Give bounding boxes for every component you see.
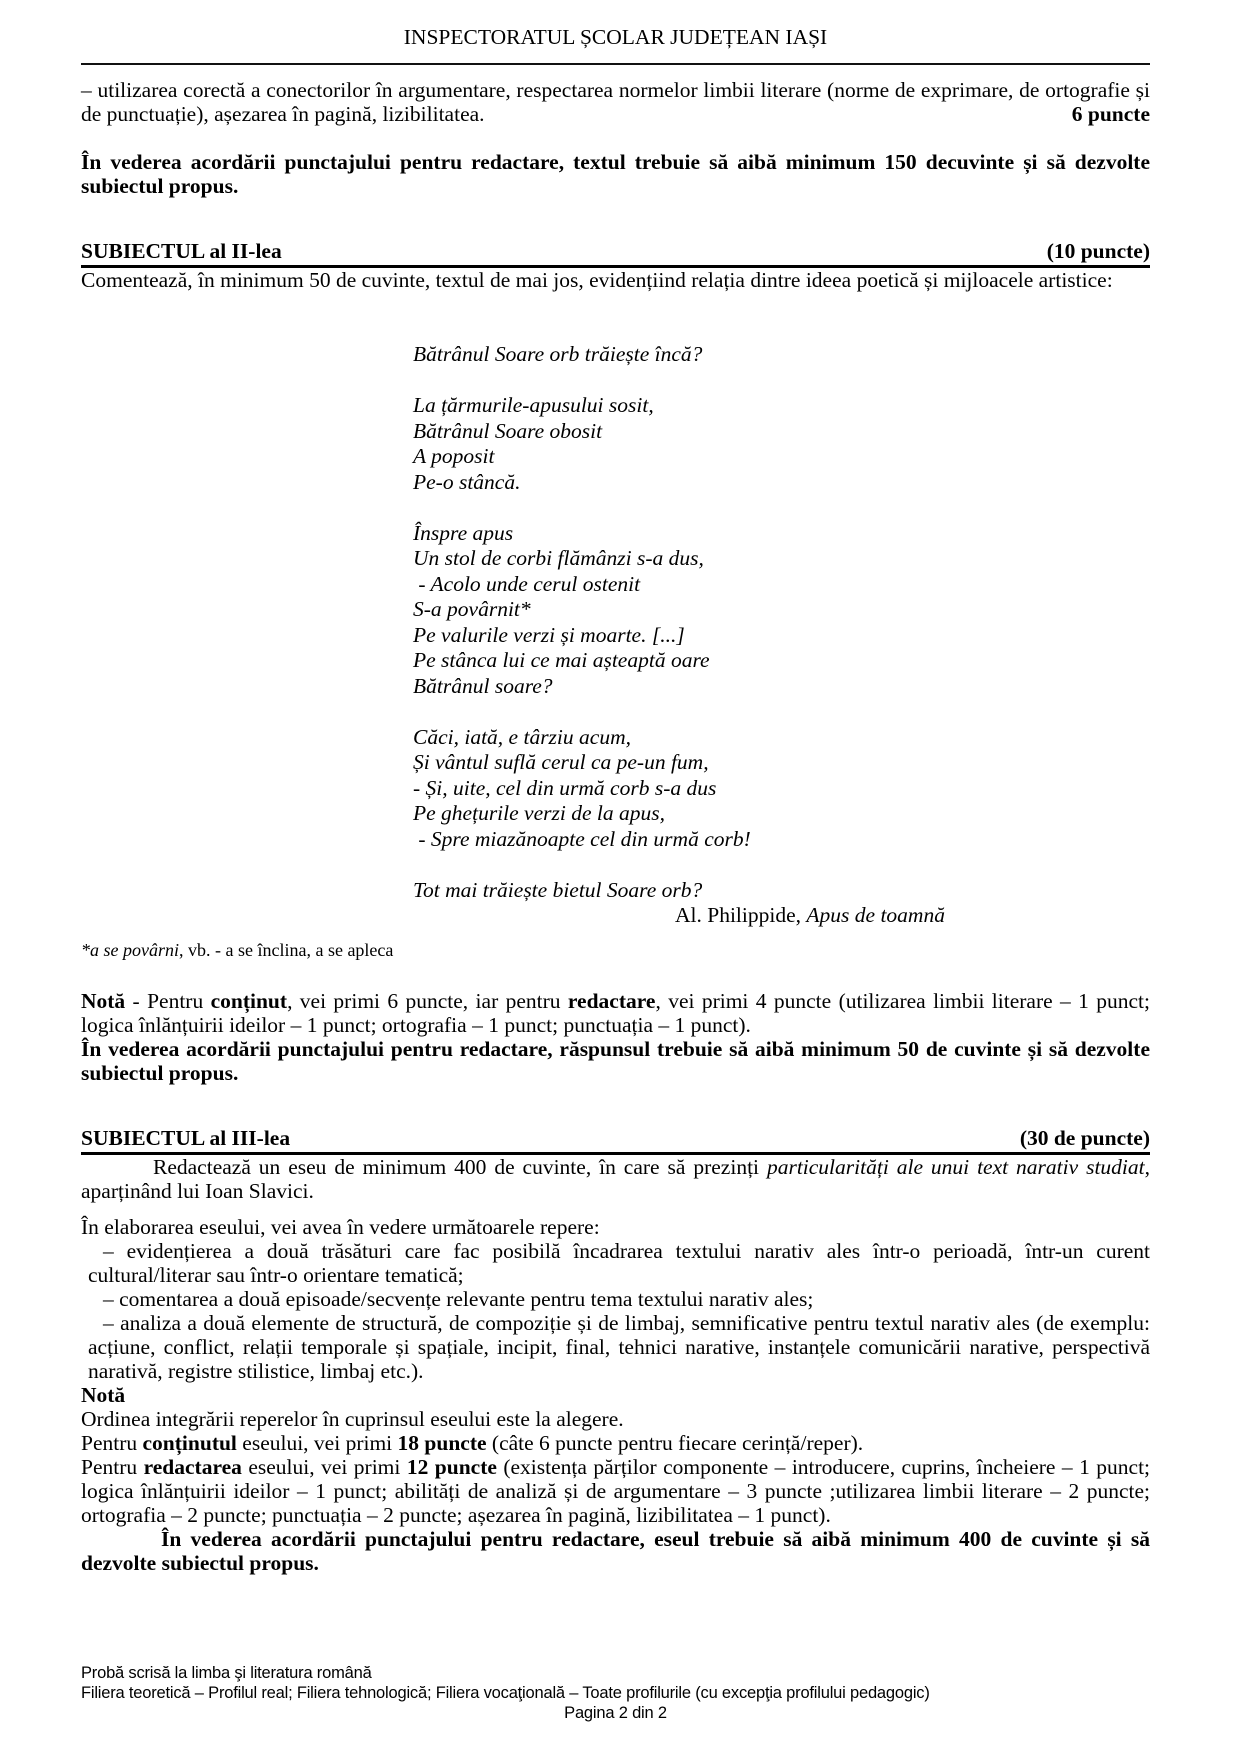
nota-redactare: redactare: [567, 988, 656, 1013]
content-text: Pentru: [81, 1430, 143, 1455]
poem-stanza-4: [413, 725, 1150, 853]
content-points-line: [81, 1431, 1150, 1455]
poem-line: Pe stânca lui ce mai așteaptă oare: [413, 648, 710, 672]
poem-line: Un stol de corbi flămânzi s-a dus,: [413, 546, 704, 570]
redaction-text: eseului, vei primi: [241, 1454, 407, 1479]
subject2-nota: [81, 989, 1150, 1037]
subject3-points: (30 de puncte): [1019, 1125, 1150, 1150]
subject3-task: [81, 1155, 1150, 1203]
content-18-puncte: 18 puncte: [397, 1430, 487, 1455]
nota-continut: conținut: [210, 988, 288, 1013]
poem-stanza-2: [413, 393, 1150, 495]
content-text: (câte 6 puncte pentru fiecare cerință/reper).: [486, 1430, 864, 1455]
redaction-text: (existența părților componente – introducere, cuprins, încheiere – 1 punct; logica înlănțuirii ideilor – 1 punct; abilități de analiză și de argumentare – 3 puncte ;utilizarea limbii literare – 2 puncte; ortografia – 2 puncte; punctuația – 2 puncte; așezarea în pagină, lizibilitatea – 1 punct).: [81, 1454, 1151, 1527]
poem-line: - Și, uite, cel din urmă corb s-a dus: [413, 775, 717, 800]
criteria-points: 6 puncte: [1071, 102, 1150, 126]
nota-text: , vei primi 4 puncte (utilizarea limbii literare – 1 punct; logica înlănțuirii ideilor – 1 punct; ortografia – 1 punct; punctuația – 1 punct).: [81, 988, 1151, 1037]
subject3-heading: SUBIECTUL al III-lea: [81, 1125, 291, 1150]
redaction-note-50-words: În vederea acordării punctajului pentru redactare, răspunsul trebuie să aibă minimum 50 de cuvinte și să dezvolte subiectul propus.: [81, 1036, 1150, 1085]
page-footer: [81, 1663, 1150, 1723]
order-line: Ordinea integrării reperelor în cuprinsul eseului este la alegere.: [81, 1406, 624, 1431]
poem-attribution: [675, 903, 1150, 929]
nota-text: - Pentru: [125, 988, 211, 1013]
footnote: [81, 939, 1150, 961]
poem-line: Pe-o stâncă.: [413, 469, 521, 494]
subject2-heading: SUBIECTUL al II-lea: [81, 239, 282, 263]
nota-word: Notă: [81, 988, 126, 1013]
task-text: , aparținând lui Ioan Slavici.: [81, 1154, 1150, 1203]
poem-line: - Acolo unde cerul ostenit: [413, 571, 641, 596]
poem-line: Tot mai trăiește bietul Soare orb?: [413, 877, 703, 902]
poem-line: - Spre miazănoapte cel din urmă corb!: [413, 826, 751, 851]
content-text: eseului, vei primi: [236, 1430, 398, 1455]
page-title: INSPECTORATUL ȘCOLAR JUDEȚEAN IAȘI: [403, 25, 828, 49]
poem-line: Și vântul suflă cerul ca pe-un fum,: [413, 750, 709, 774]
criteria-text: – utilizarea corectă a conectorilor în argumentare, respectarea normelor limbii literare (norme de exprimare, de ortografie și de punctuație), așezarea în pagină, lizibilitatea.: [81, 78, 1150, 126]
poem-line: Înspre apus: [413, 520, 514, 545]
poem-line: Pe valurile verzi și moarte. [...]: [413, 622, 685, 647]
footer-exam-type: Probă scrisă la limba şi literatura română: [81, 1664, 372, 1682]
footnote-definition: , vb. - a se înclina, a se apleca: [179, 939, 394, 960]
subject2-heading-row: [81, 238, 1150, 268]
redaction-12-puncte: 12 puncte: [406, 1454, 497, 1479]
poem: [413, 342, 1150, 903]
header-rule: [81, 63, 1150, 65]
subject2-points: (10 puncte): [1046, 239, 1150, 263]
poem-line: Bătrânul Soare obosit: [413, 418, 603, 443]
poem-line: Bătrânul soare?: [413, 673, 553, 698]
nota-text: , vei primi 6 puncte, iar pentru: [287, 988, 568, 1013]
poem-line: Căci, iată, e târziu acum,: [413, 724, 631, 749]
redaction-text: Pentru: [81, 1454, 144, 1479]
redaction-redactarea: redactarea: [143, 1454, 242, 1479]
subject2-task: Comentează, în minimum 50 de cuvinte, textul de mai jos, evidențiind relația dintre ideea poetică și mijloacele artistice:: [81, 268, 1113, 292]
repere-bullet-2: – comentarea a două episoade/secvențe relevante pentru tema textului narativ ales;: [103, 1286, 814, 1311]
content-continutul: conținutul: [142, 1430, 237, 1455]
criteria-paragraph: [81, 78, 1150, 126]
poem-author: Al. Philippide,: [675, 903, 807, 927]
poem-line: S-a povârnit*: [413, 597, 531, 621]
redaction-note-150-words: În vederea acordării punctajului pentru redactare, textul trebuie să aibă minimum 150 decuvinte și să dezvolte subiectul propus.: [81, 150, 1150, 198]
footnote-term: *a se povârni: [81, 939, 179, 960]
subject3-heading-row: [81, 1125, 1150, 1155]
footer-page-number: Pagina 2 din 2: [564, 1704, 667, 1722]
poem-line: Pe ghețurile verzi de la apus,: [413, 801, 665, 825]
footer-filiera: Filiera teoretică – Profilul real; Filiera tehnologică; Filiera vocaţională – Toate profilurile (cu excepţia profilului pedagogic): [81, 1684, 930, 1702]
task-text: Redactează un eseu de minimum 400 de cuvinte, în care să prezinți: [153, 1154, 767, 1179]
repere-bullet-1: – evidențierea a două trăsături care fac posibilă încadrarea textului narativ ales într-o perioadă, într-un curent cultural/literar sau într-o orientare tematică;: [88, 1238, 1150, 1287]
repere-bullet-3: – analiza a două elemente de structură, de compoziție și de limbaj, semnificative pentru textul narativ ales (de exemplu: acțiune, conflict, relații temporale și spațiale, incipit, final, tehnici narative, instanțele comunicării narative, perspectivă narativă, registre stilistice, limbaj etc.).: [88, 1310, 1150, 1383]
repere-intro: În elaborarea eseului, vei avea în vedere următoarele repere:: [81, 1214, 600, 1239]
poem-stanza-1: [413, 342, 1150, 368]
poem-line: Bătrânul Soare orb trăiește încă?: [413, 342, 703, 366]
subject3-nota-label: Notă: [81, 1382, 126, 1407]
redaction-points-line: [81, 1455, 1150, 1527]
poem-stanza-5: [413, 878, 1150, 904]
poem-line: La țărmurile-apusului sosit,: [413, 393, 654, 417]
poem-line: A poposit: [413, 444, 495, 468]
poem-work-title: Apus de toamnă: [806, 903, 945, 927]
redaction-note-400-words: În vederea acordării punctajului pentru redactare, eseul trebuie să aibă minimum 400 de cuvinte și să dezvolte subiectul propus.: [81, 1526, 1150, 1575]
task-topic-italic: particularități ale unui text narativ studiat: [766, 1154, 1145, 1179]
poem-stanza-3: [413, 521, 1150, 700]
